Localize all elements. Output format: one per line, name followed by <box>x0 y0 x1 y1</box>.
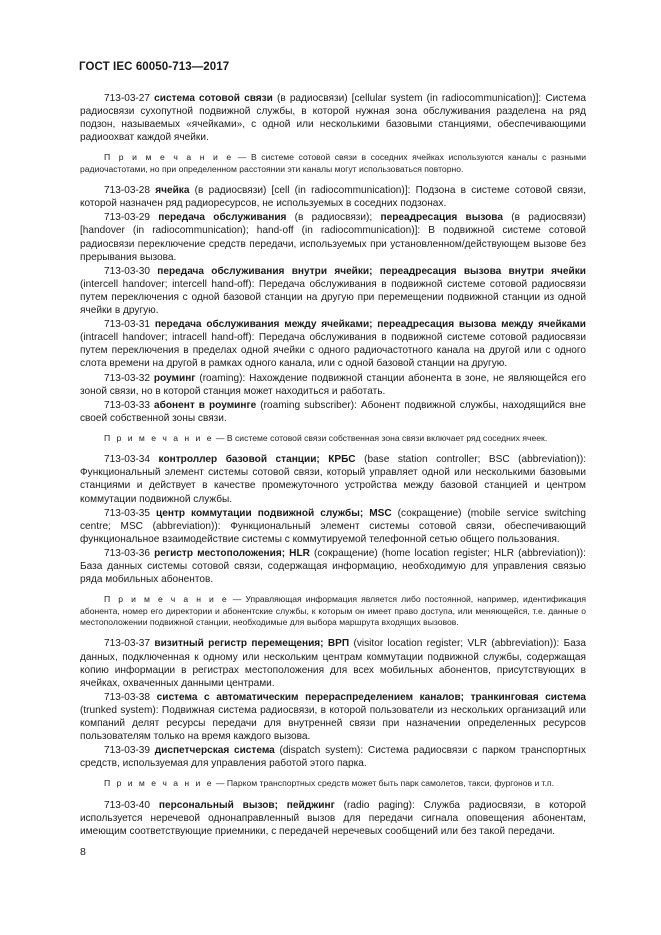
note-label: П р и м е ч а н и е <box>104 778 214 789</box>
term-definition: (dispatch system): Система радиосвязи с парком транспортных средств, используемая для управления работой этого парка. <box>80 745 586 770</box>
term-definition: (в радиосвязи) [cellular system (in radiocommunication)]: Система радиосвязи сухопутной подвижной службы, в которой нужная зона обслуживания разделена на ряд подзон, называемых «ячейками», с одной или несколькими базовыми станциями, обеспечивающими радиоохват каждой ячейки. <box>80 93 586 144</box>
document-body <box>80 92 586 838</box>
note-label: П р и м е ч а н и е <box>104 594 229 605</box>
term-definition: (base station controller; BSC (abbreviation)): Функциональный элемент системы сотовой связи, который управляет одной или несколькими базовыми станциями и действует в качестве промежуточного устройства между базовой станцией и центром коммутации подвижной службы. <box>80 454 587 505</box>
term-entry <box>80 184 586 210</box>
page-number: 8 <box>80 846 86 858</box>
term-number: 713-03-34 <box>104 454 151 466</box>
term-qualifier: (в радиосвязи); <box>286 212 381 224</box>
term-definition: (в радиосвязи) [handover (in radiocommunication); hand-off (in radiocommunication)]: В подвижной системе сотовой радиосвязи переключение средств передачи, используемых при установленном/действующем вызове без прерывания вызова. <box>80 212 586 263</box>
term-definition: (сокращение) (home location register; HLR (abbreviation)): База данных системы сотовой связи, содержащая информацию, необходимую для управления связью ряда мобильных абонентов. <box>80 547 586 586</box>
term-name: передача обслуживания внутри ячейки; переадресация вызова внутри ячейки <box>157 265 586 277</box>
term-number: 713-03-39 <box>104 745 151 757</box>
term-name: передача обслуживания между ячейками; переадресация вызова между ячейками <box>154 319 586 331</box>
term-name: диспетчерская система <box>154 745 275 757</box>
term-entry <box>80 453 586 505</box>
note-text: — В системе сотовой связи собственная зона связи включает ряд соседних ячеек. <box>213 432 548 443</box>
term-name: ячейка <box>155 185 190 197</box>
term-entry <box>80 507 586 546</box>
term-entry <box>80 691 586 743</box>
term-number: 713-03-32 <box>104 372 151 384</box>
term-definition: (в радиосвязи) [cell (in radiocommunication)]: Подзона в системе сотовой связи, которой назначен ряд радиоресурсов, не используемых в соседних подзонах. <box>80 185 586 210</box>
term-entry <box>80 372 586 398</box>
term-number: 713-03-38 <box>104 691 151 703</box>
term-entry <box>80 318 586 370</box>
term-entry <box>80 637 586 689</box>
term-definition: (roaming subscriber): Абонент подвижной службы, находящийся вне своей собственной зоны связи. <box>80 399 587 424</box>
note-text: — В системе сотовой связи в соседних ячейках используются каналы с разными радиочастотами, но при определенном расстоянии эти каналы могут использоваться повторно. <box>80 152 586 174</box>
term-entry <box>80 799 586 838</box>
term-entry <box>80 399 586 425</box>
note <box>80 594 586 628</box>
note <box>80 433 586 444</box>
note-text: — Управляющая информация является либо постоянной, например, идентификация абонента, номер его директории и абонентские службы, к которым он имеет право доступа, или меняющейся, т.е. данные о местоположении подвижной станции, необходимые для выбора маршрута входящих вызовов. <box>80 594 586 628</box>
term-number: 713-03-30 <box>104 265 151 277</box>
term-definition: (intercell handover; intercell hand-off): Передача обслуживания в подвижной системе сотовой радиосвязи путем переключения с одной базовой станции на другую при перемещении подвижной станции из одной ячейки в другую. <box>80 278 586 317</box>
term-number: 713-03-33 <box>104 399 151 411</box>
note-label: П р и м е ч а н и е <box>104 432 214 443</box>
term-synonym: переадресация вызова <box>380 212 503 224</box>
term-entry <box>80 547 586 586</box>
term-name: система сотовой связи <box>154 93 273 104</box>
term-number: 713-03-31 <box>104 319 151 331</box>
term-name: система с автоматическим перераспределением каналов; транкинговая система <box>156 691 586 703</box>
term-name: персональный вызов; пейджинг <box>158 799 335 811</box>
note <box>80 778 586 789</box>
term-definition: (roaming): Нахождение подвижной станции абонента в зоне, не являющейся его зоной связи, но в которой станция может находиться и работать. <box>80 372 586 397</box>
term-entry <box>80 265 586 317</box>
term-entry <box>80 744 586 770</box>
term-definition: (intracell handover; intracell hand-off): Передача обслуживания в подвижной системе сотовой радиосвязи путем переключения в пределах одной ячейки с одного радиочастотного канала на другой или с одного слота времени на другой в рамках одного канала, или с одной базовой станции на другую. <box>80 332 586 370</box>
term-number: 713-03-36 <box>104 547 151 559</box>
term-number: 713-03-37 <box>104 638 151 650</box>
term-definition: (visitor location register; VLR (abbreviation)): База данных, подключенная к одному или нескольким центрам коммутации подвижной службы, содержащая копию информации в регистрах местоположения для всех мобильных абонентов, присутствующих в ячейках, охваченных данными центрами. <box>80 638 586 689</box>
term-number: 713-03-29 <box>104 212 151 224</box>
term-name: центр коммутации подвижной службы; MSC <box>156 507 392 519</box>
term-definition: (radio paging): Служба радиосвязи, в которой используется неречевой однонаправленный вызов для передачи сигнала оповещения абонентам, имеющим соответствующие приемники, с передачей неречевых сообщений или без такой передачи. <box>80 799 586 837</box>
term-definition: (сокращение) (mobile service switching centre; MSC (abbreviation)): Функциональный элемент системы сотовой связи, обеспечивающий функциональное взаимодействие системы с коммутируемой телефонной сетью общего пользования. <box>80 507 586 545</box>
note-label: П р и м е ч а н и е <box>104 152 234 163</box>
term-name: контроллер базовой станции; КРБС <box>158 454 356 466</box>
term-number: 713-03-40 <box>104 799 151 811</box>
term-entry <box>80 211 586 263</box>
note <box>80 152 586 175</box>
term-number: 713-03-27 <box>104 93 151 104</box>
term-name: абонент в роуминге <box>154 399 257 411</box>
term-name: регистр местоположения; HLR <box>154 547 310 559</box>
document-header: ГОСТ IEC 60050-713—2017 <box>79 61 230 73</box>
term-name: передача обслуживания <box>158 212 287 224</box>
term-definition: (trunked system): Подвижная система радиосвязи, в которой пользователи из нескольких организаций или компаний делят ресурсы передачи для внутренней связи при назначении определенных ресурсов пользователям только на время каждого вызова. <box>80 704 586 743</box>
term-entry <box>80 92 586 144</box>
term-number: 713-03-28 <box>104 185 151 197</box>
note-text: — Парком транспортных средств может быть парк самолетов, такси, фургонов и т.п. <box>213 778 555 789</box>
term-number: 713-03-35 <box>104 507 151 519</box>
term-name: роуминг <box>153 372 196 384</box>
term-name: визитный регистр перемещения; ВРП <box>154 638 350 650</box>
